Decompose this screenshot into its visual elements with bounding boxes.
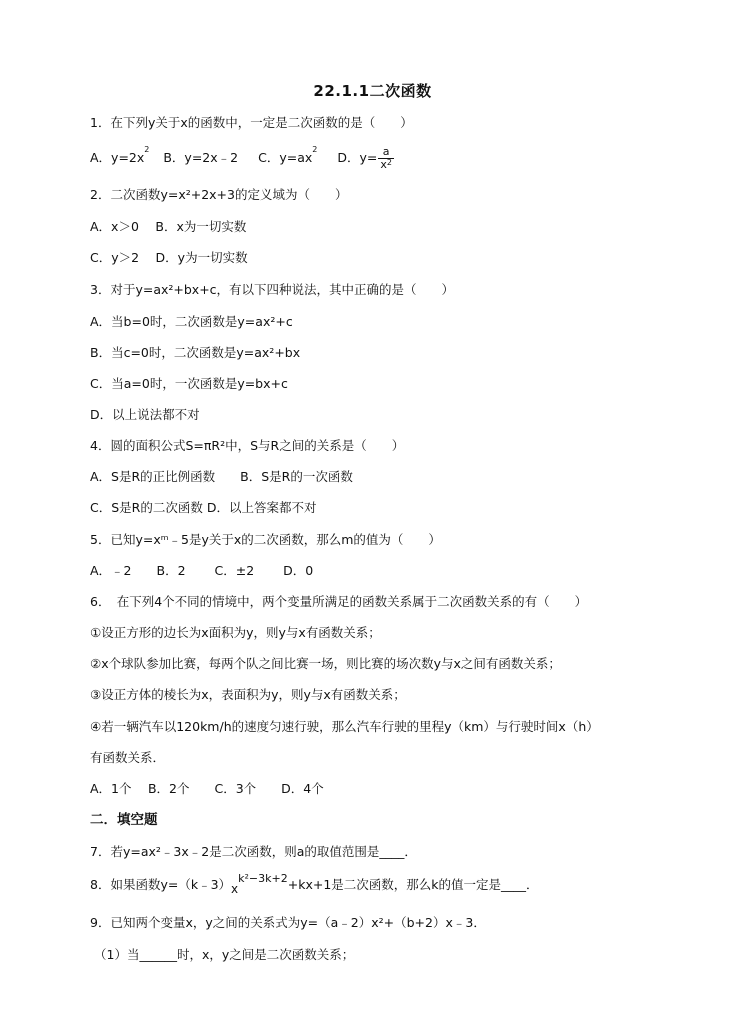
q3-option-d: D．以上说法都不对: [90, 407, 200, 422]
q7-stem: 7．若y=ax²﹣3x﹣2是二次函数，则a的取值范围是____．: [90, 844, 417, 859]
q3-stem: 3．对于y=ax²+bx+c，有以下四种说法，其中正确的是（ ）: [90, 282, 455, 297]
q1-option-a: A．$y=2x^2$: [90, 145, 150, 165]
fraction: $\frac{a}{x^2}$: [380, 145, 392, 171]
q6-item-4: ④若一辆汽车以120km/h的速度匀速行驶，那么汽车行驶的里程y（km）与行驶时间x（h）: [90, 719, 599, 734]
q6-stem: 6． 在下列4个不同的情境中，两个变量所满足的函数关系属于二次函数关系的有（ ）: [90, 594, 588, 609]
q1-option-d: D．y= $\frac{a}{x^2}$: [337, 145, 392, 171]
q1-options: [90, 146, 394, 171]
q8-stem: [90, 872, 539, 896]
q8-power-base: x: [231, 882, 239, 896]
q8-prefix: 8．如果函数y=（k﹣3）: [90, 877, 232, 892]
q1-option-c: C．$y=ax^2$: [258, 145, 318, 165]
q1-option-b: B．y=2x﹣2: [163, 150, 239, 165]
q2-options-row1: A．x＞0 B．x为一切实数: [90, 219, 247, 234]
q9-stem: 9．已知两个变量x，y之间的关系式为y=（a﹣2）x²+（b+2）x﹣3．: [90, 915, 486, 930]
q3-option-b: B．当c=0时，二次函数是y=ax²+bx: [90, 345, 301, 360]
q8-suffix: +kx+1是二次函数，那么k的值一定是____．: [287, 877, 539, 892]
q4-options-row2: C．S是R的二次函数 D．以上答案都不对: [90, 500, 317, 515]
q2-stem: 2．二次函数y=x²+2x+3的定义域为（ ）: [90, 187, 348, 202]
section-heading-fill-in: 二．填空题: [90, 812, 158, 828]
q9-part-1: （1）当______时，x，y之间是二次函数关系；: [94, 947, 355, 962]
q5-options: A．﹣2 B．2 C．±2 D．0: [90, 563, 314, 578]
q2-options-row2: C．y＞2 D．y为一切实数: [90, 250, 248, 265]
q6-item-2: ②x个球队参加比赛，每两个队之间比赛一场，则比赛的场次数y与x之间有函数关系；: [90, 656, 561, 671]
q5-stem: 5．已知y=xᵐ﹣5是y关于x的二次函数，那么m的值为（ ）: [90, 532, 441, 547]
q6-item-3: ③设正方体的棱长为x，表面积为y，则y与x有函数关系；: [90, 687, 406, 702]
q6-item-1: ①设正方形的边长为x面积为y，则y与x有函数关系；: [90, 625, 381, 640]
q8-exponent: k²−3k+2: [238, 872, 288, 885]
q1-stem: 1．在下列y关于x的函数中，一定是二次函数的是（ ）: [90, 115, 413, 130]
q4-options-row1: A．S是R的正比例函数 B．S是R的一次函数: [90, 469, 353, 484]
page-title: 22.1.1二次函数: [313, 82, 432, 100]
q4-stem: 4．圆的面积公式S=πR²中，S与R之间的关系是（ ）: [90, 438, 405, 453]
q3-option-a: A．当b=0时，二次函数是y=ax²+c: [90, 314, 293, 329]
q6-item-4-continued: 有函数关系．: [90, 750, 166, 765]
q3-option-c: C．当a=0时，一次函数是y=bx+c: [90, 376, 288, 391]
q6-options: A．1个 B．2个 C．3个 D．4个: [90, 781, 324, 796]
